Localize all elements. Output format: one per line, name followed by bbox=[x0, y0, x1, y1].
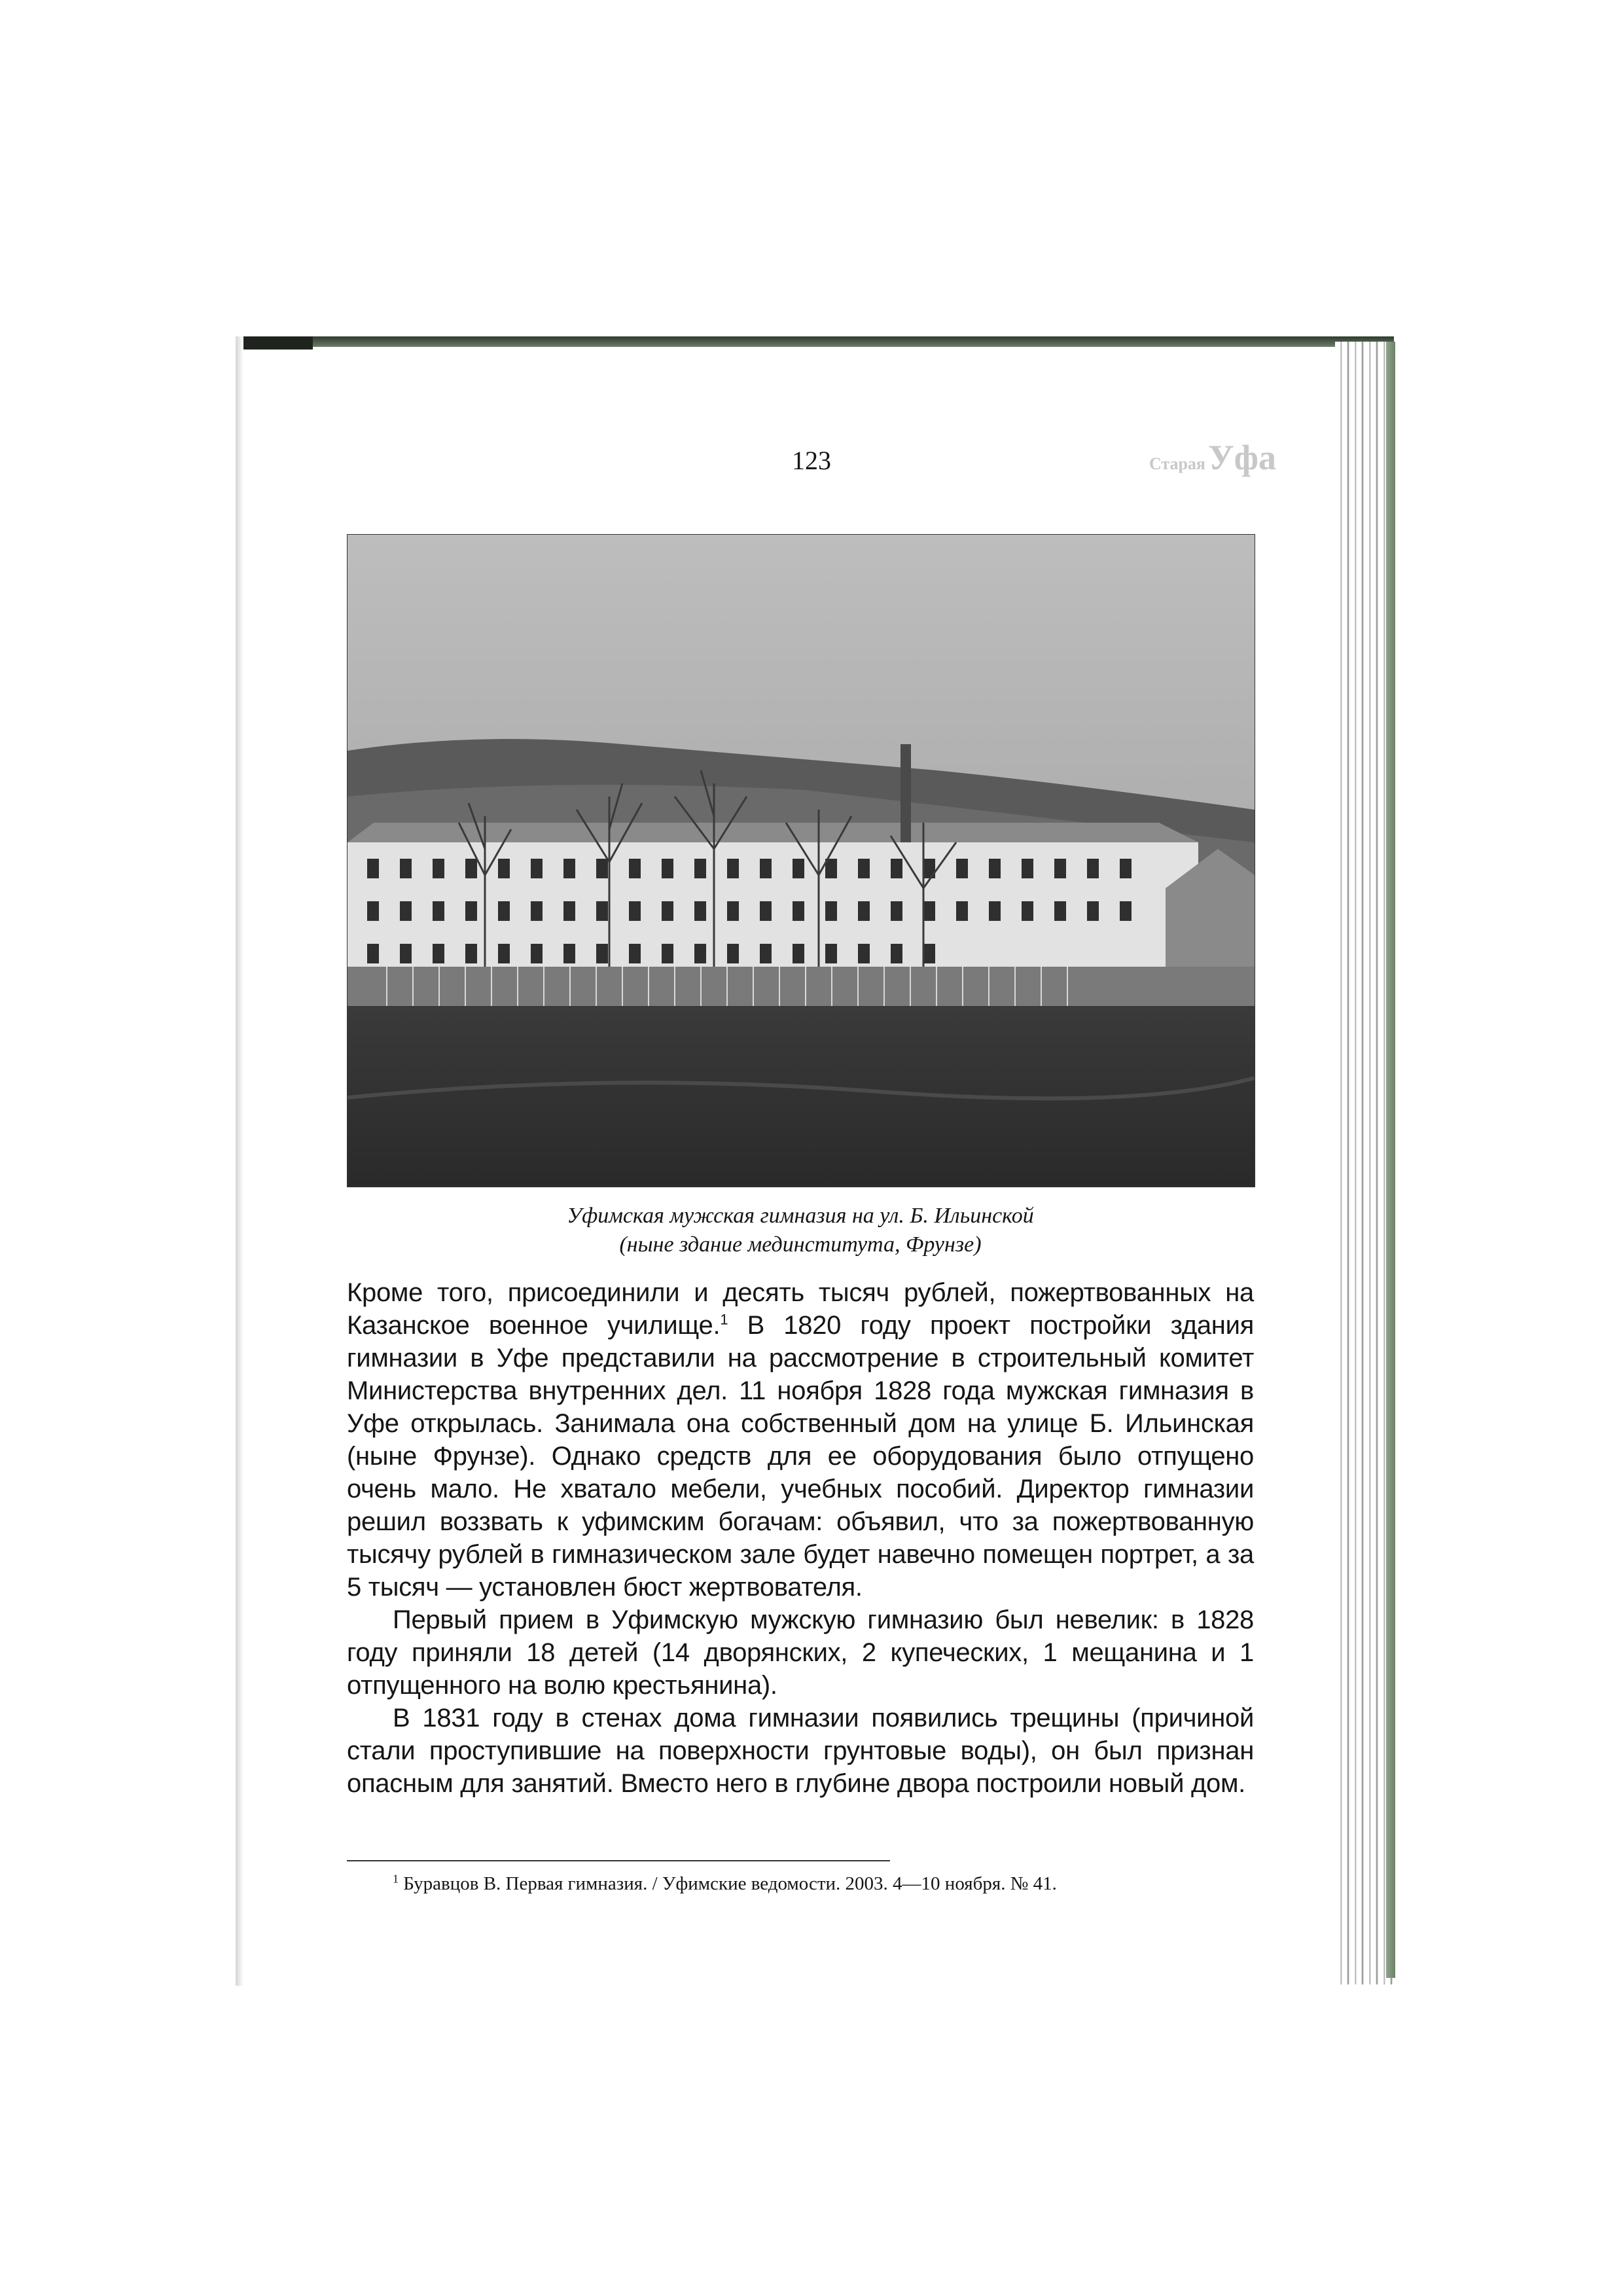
paragraph-1-part-a: Кроме того, присоединили и десять тысяч рублей, пожертвованных на Казанское военное училище. bbox=[347, 1278, 1254, 1340]
photo-caption bbox=[347, 1202, 1254, 1259]
footnote-reference: 1 bbox=[720, 1311, 728, 1328]
book-cover-edge bbox=[1386, 342, 1395, 1978]
caption-line-1: Уфимская мужская гимназия на ул. Б. Ильинской bbox=[567, 1204, 1034, 1228]
paragraph-1 bbox=[347, 1276, 1254, 1604]
running-head-big: Уфа bbox=[1208, 438, 1276, 477]
building-photo bbox=[347, 534, 1255, 1187]
running-head-small: Старая bbox=[1149, 454, 1205, 473]
footnote-rule bbox=[347, 1860, 890, 1861]
paragraph-2: Первый прием в Уфимскую мужскую гимназию был невелик: в 1828 году приняли 18 детей (14 дворянских, 2 купеческих, 1 мещанина и 1 отпущенного на волю крестьянина). bbox=[347, 1605, 1254, 1700]
photo-building-icon bbox=[348, 535, 1255, 1187]
book-left-gutter bbox=[236, 336, 243, 1986]
footnote-marker: 1 bbox=[393, 1872, 399, 1886]
paragraph-3: В 1831 году в стенах дома гимназии появились трещины (причиной стали проступившие на поверхности грунтовые воды), он был признан опасным для занятий. Вместо него в глубине двора построили новый дом. bbox=[347, 1704, 1254, 1798]
footnote-text: Буравцов В. Первая гимназия. / Уфимские ведомости. 2003. 4—10 ноября. № 41. bbox=[399, 1873, 1057, 1894]
footnote bbox=[393, 1871, 1257, 1897]
running-head bbox=[1119, 437, 1276, 478]
caption-line-2: (ныне здание мединститута, Фрунзе) bbox=[619, 1232, 982, 1257]
book-top-shadow bbox=[241, 336, 1394, 347]
page-number: 123 bbox=[792, 446, 831, 475]
body-text bbox=[347, 1276, 1254, 1800]
book-top-shadow-corner bbox=[241, 336, 313, 350]
paragraph-1-part-b: В 1820 году проект постройки здания гимназии в Уфе представили на рассмотрение в строительный комитет Министерства внутренних дел. 11 ноября 1828 года мужская гимназия в Уфе открылась. Занимала она собственный дом на улице Б. Ильинская (ныне Фрунзе). Однако средств для ее оборудования было отпущено очень мало. Не хватало мебели, учебных пособий. Директор гимназии решил воззвать к уфимским богачам: объявил, что за пожертвованную тысячу рублей в гимназическом зале будет навечно помещен портрет, а за 5 тысяч — установлен бюст жертвователя. bbox=[347, 1311, 1255, 1602]
